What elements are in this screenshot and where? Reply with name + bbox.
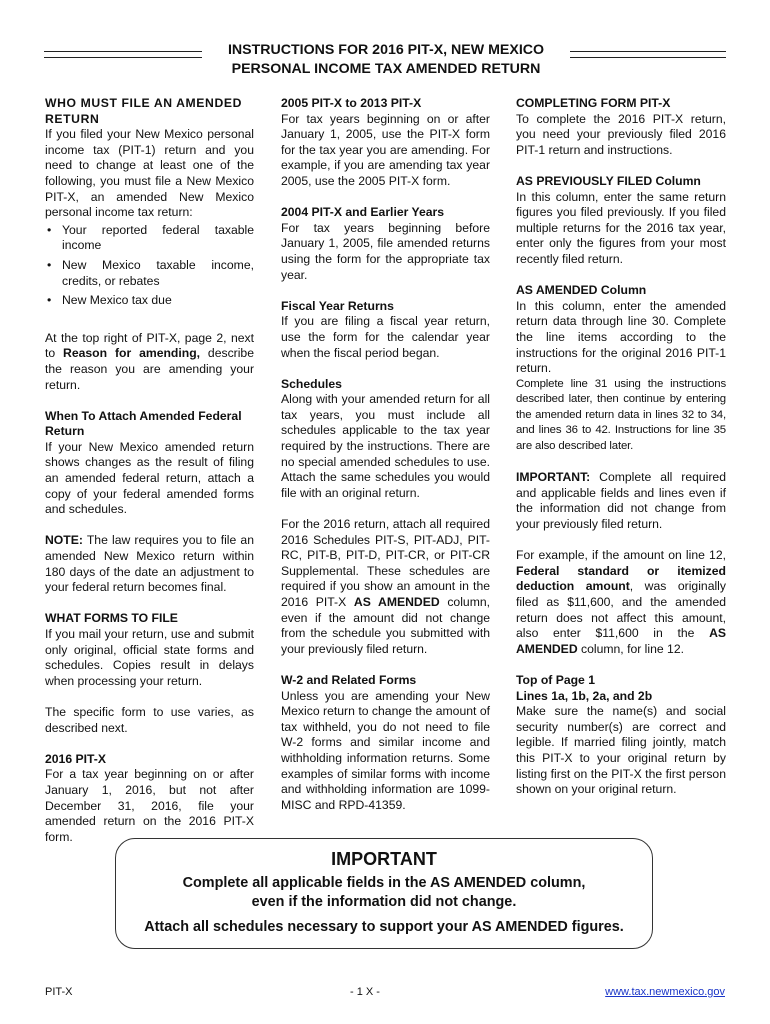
what-forms-text: If you mail your return, use and submit only original, official state forms and schedules. Copies result in delays when processing your return. [45, 627, 254, 688]
page-title-line2: PERSONAL INCOME TAX AMENDED RETURN [231, 61, 541, 77]
y2005-heading: 2005 PIT-X to 2013 PIT-X [281, 96, 422, 110]
note-label: NOTE: [45, 533, 83, 548]
section-previously-filed [516, 174, 726, 268]
fiscal-year-heading: Fiscal Year Returns [281, 298, 394, 313]
schedules-heading: Schedules [281, 376, 342, 391]
section-fiscal-year [281, 299, 490, 361]
lines-heading: Lines 1a, 1b, 2a, and 2b [516, 688, 653, 703]
page-title [210, 41, 562, 79]
pitx-2016-text: For a tax year beginning on or after January 1, 2016, but not after December 31, 2016, file your amended return on the 2016 PIT-X form. [45, 767, 254, 844]
column-3 [516, 96, 726, 813]
schedules-text: Along with your amended return for all tax years, you must include all schedules applicable to the tax year required by the instructions. There are no special amended schedules to use. Attach the same schedules you would file with an original return. [281, 392, 490, 500]
note-text: The law requires you to file an amended New Mexico return within 180 days of the date an adjustment to your federal return becomes final. [45, 533, 254, 595]
pitx-2016-heading: 2016 PIT-X [45, 751, 106, 766]
w2-heading: W-2 and Related Forms [281, 672, 417, 687]
reason-text-post: describe the reason you are amending your return. [45, 346, 254, 392]
w2-text: Unless you are amending your New Mexico return to change the amount of tax withheld, you do not need to file W-2 forms and similar income and withholding information returns. Some examples of similar forms with income and withholding information are 1099-MISC and RPD-41359. [281, 688, 490, 812]
header-rule-left [44, 51, 202, 58]
section-top-of-page [516, 673, 726, 798]
as-amended-heading: AS AMENDED Column [516, 283, 647, 298]
completing-text: To complete the 2016 PIT-X return, you need your previously filed 2016 PIT-1 return and instructions. [516, 111, 726, 157]
previously-filed-heading: AS PREVIOUSLY FILED Column [516, 173, 701, 188]
section-2016-pitx [45, 752, 254, 846]
section-schedules [281, 377, 490, 502]
y2005-text: For tax years beginning on or after January 1, 2005, use the PIT-X form for the tax year you are amending. For example, if you are amending tax year 2005, use the 2005 PIT-X form. [281, 111, 490, 188]
y2004-heading: 2004 PIT-X and Earlier Years [281, 205, 445, 220]
list-item: • New Mexico taxable income, credits, or rebates [45, 258, 254, 289]
important-text: Complete all required and applicable fields and lines even if the information did not change from your previously filed return. [516, 470, 726, 532]
column-2 [281, 96, 490, 829]
section-reason [45, 331, 254, 393]
previously-filed-text: In this column, enter the same return figures you filed previously. If you filed multiple returns for the 2016 tax year, enter only the figures from your most recently filed return. [516, 189, 726, 266]
reason-paragraph [45, 331, 254, 393]
section-w2 [281, 673, 490, 813]
completing-heading: COMPLETING FORM PIT-X [516, 96, 671, 110]
footer-form-id: PIT-X [45, 986, 73, 998]
what-forms-heading: WHAT FORMS TO FILE [45, 611, 178, 626]
as-amended-text: In this column, enter the amended return data through line 30. Complete the line items according to the instructions for the original 2016 PIT-1 return. [516, 298, 726, 376]
section-2005-2013 [281, 96, 490, 190]
top-of-page-heading: Top of Page 1 [516, 672, 595, 687]
section-completing [516, 96, 726, 158]
attach-federal-text: If your New Mexico amended return shows changes as the result of filing an amended federal return, attach a copy of your federal amended forms and schedules. [45, 439, 254, 517]
important-box [115, 838, 653, 949]
section-what-forms [45, 611, 254, 689]
important-box-line3: Attach all schedules necessary to support your AS AMENDED figures. [144, 919, 624, 935]
as-amended-label: AS AMENDED [353, 595, 440, 609]
as-amended-text-2: Complete line 31 using the instructions described later, then continue by entering the amended return data in lines 32 to 34, and lines 36 to 42. Instructions for line 35 are also described later. [516, 377, 726, 453]
who-must-file-list [45, 223, 254, 309]
footer-website-link[interactable]: www.tax.newmexico.gov [605, 986, 725, 998]
attach-federal-heading: When To Attach Amended Federal Return [45, 408, 242, 439]
deduction-label: Federal standard or itemized deduction amount [516, 563, 726, 594]
fiscal-year-text: If you are filing a fiscal year return, use the form for the calendar year when the fiscal period began. [281, 314, 490, 360]
header-rule-right [570, 51, 726, 58]
who-must-file-text: If you filed your New Mexico personal income tax (PIT-1) return and you need to change at least one of the following, you must file a New Mexico PIT-X, an amended New Mexico personal income tax return: [45, 127, 254, 220]
section-specific-form [45, 705, 254, 736]
specific-form-text: The specific form to use varies, as described next. [45, 704, 254, 735]
example-text-mid: , was originally filed as $11,600, and the amended return does not affect this amount, also enter $11,600 in the [516, 579, 726, 641]
y2004-text: For tax years beginning before January 1, 2005, file amended returns using the form for the appropriate tax year. [281, 220, 490, 282]
important-label: IMPORTANT: [516, 470, 591, 485]
return-2016-text-pre: For the 2016 return, attach all required 2016 Schedules PIT-S, PIT-ADJ, PIT-RC, PIT-B, PIT-D, PIT-CR, or PIT-CR Supplemental. These schedules are required if you show an amount in the 2016 PIT-X [281, 517, 490, 609]
important-box-title: IMPORTANT [331, 849, 437, 869]
section-2016-return [281, 517, 490, 657]
section-example [516, 548, 726, 657]
lines-text: Make sure the name(s) and social security number(s) are correct and legible. If married filing jointly, match this PIT-X to your original return by listing first on the PIT-X the first person shown on your original return. [516, 704, 726, 797]
column-1 [45, 96, 254, 861]
important-paragraph [516, 470, 726, 532]
example-paragraph [516, 548, 726, 657]
note-paragraph [45, 533, 254, 595]
page-title-line1: INSTRUCTIONS FOR 2016 PIT-X, NEW MEXICO [227, 42, 545, 58]
who-must-file-heading: WHO MUST FILE AN AMENDED RETURN [45, 96, 242, 126]
example-text-pre: For example, if the amount on line 12, [516, 548, 726, 563]
list-item: • Your reported federal taxable income [45, 223, 254, 254]
list-item: • New Mexico tax due [45, 293, 254, 309]
section-important [516, 470, 726, 532]
example-text-post: column, for line 12. [577, 641, 684, 656]
as-amended-label-2: AS AMENDED [516, 626, 726, 656]
reason-for-amending-label: Reason for amending, [63, 346, 201, 361]
return-2016-paragraph [281, 517, 490, 657]
important-box-line2: even if the information did not change. [251, 894, 517, 910]
reason-text-pre: At the top right of PIT-X, page 2, next to [45, 330, 254, 361]
section-2004-earlier [281, 205, 490, 283]
section-note [45, 533, 254, 595]
return-2016-text-post: column, even if the amount did not change from the schedule you submitted with your previously filed return. [281, 595, 491, 656]
section-attach-federal [45, 409, 254, 518]
footer-page-number: - 1 X - [350, 986, 380, 998]
important-box-line1: Complete all applicable fields in the AS AMENDED column, [182, 875, 586, 891]
section-as-amended [516, 283, 726, 455]
section-who-must-file [45, 96, 254, 309]
